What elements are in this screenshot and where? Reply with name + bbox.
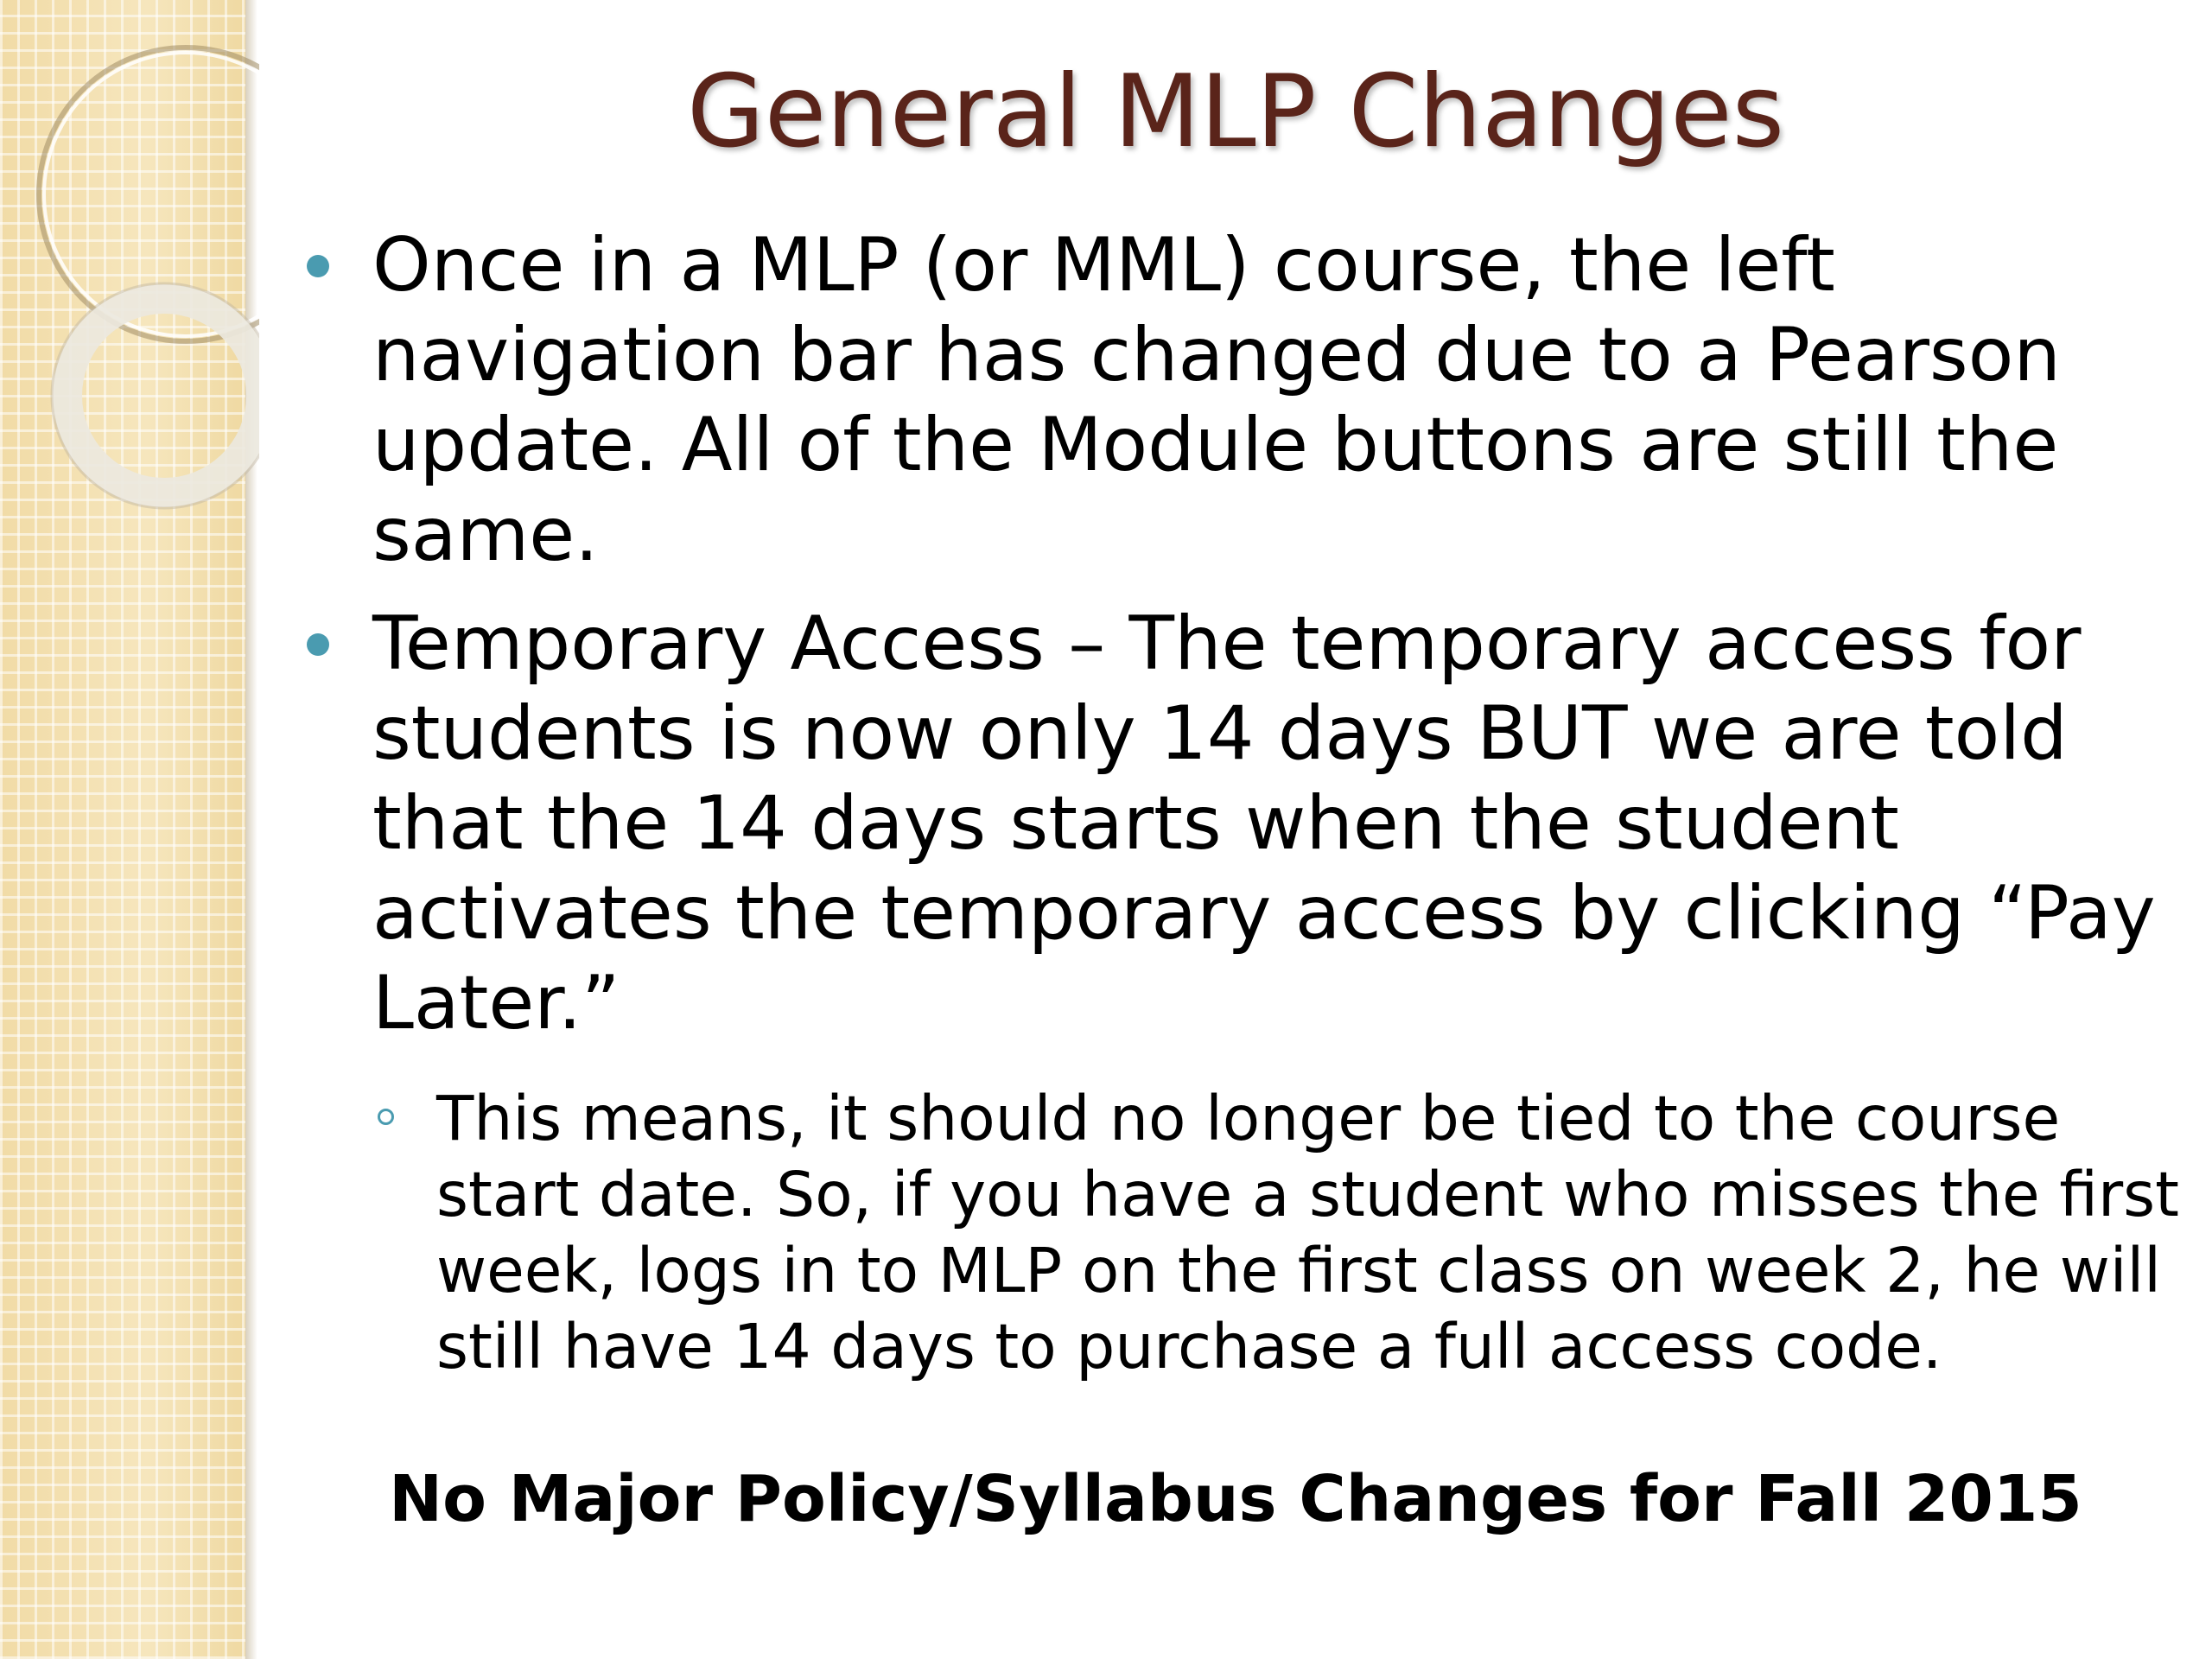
decorative-rings-icon: [0, 0, 259, 605]
slide-content: [298, 220, 2190, 1385]
decorative-ring-small: [67, 299, 259, 493]
sub-bullet-text: This means, it should no longer be tied to the course start date. So, if you have a student who misses the first week, logs in to MLP on the first class on week 2, he will still have 14 days to purchase a full access code.: [436, 1083, 2179, 1382]
policy-footer-note: No Major Policy/Syllabus Changes for Fall 2015: [389, 1462, 2082, 1536]
bullet-item-temporary-access: [298, 599, 2190, 1048]
sub-bullet-ring-icon: [378, 1109, 394, 1125]
bullet-text: Temporary Access – The temporary access for students is now only 14 days BUT we are told that the 14 days starts when the student activates the temporary access by clicking “Pay Later.”: [372, 601, 2156, 1046]
bullet-text: Once in a MLP (or MML) course, the left navigation bar has changed due to a Pearson update. All of the Module buttons are still the same.: [372, 222, 2061, 578]
bullet-dot-icon: [307, 255, 329, 277]
bullet-dot-icon: [307, 633, 329, 656]
bullet-item-navigation-change: [298, 220, 2190, 580]
sub-bullet-item-start-date: [298, 1081, 2190, 1385]
slide-title: General MLP Changes: [686, 54, 1785, 170]
